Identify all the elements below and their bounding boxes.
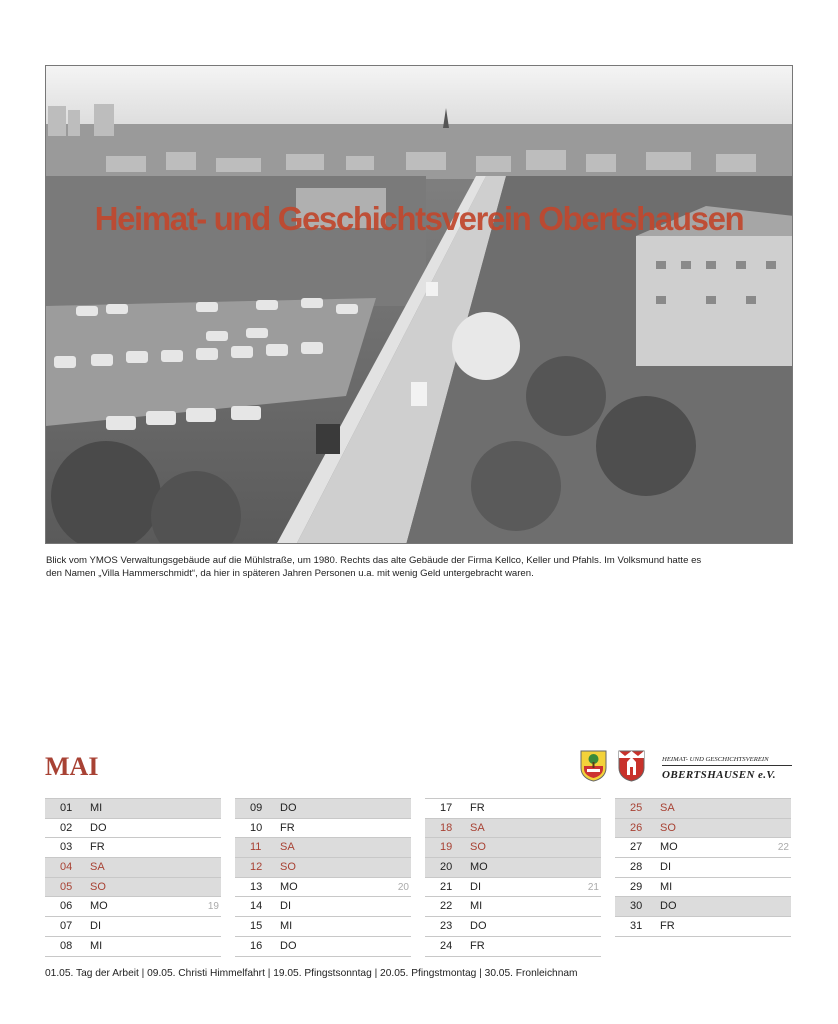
calendar-column bbox=[235, 798, 411, 957]
day-number: 25 bbox=[630, 802, 643, 814]
calendar-day-row bbox=[235, 838, 411, 858]
calendar-day-row bbox=[615, 838, 791, 858]
day-number: 19 bbox=[440, 841, 453, 854]
day-number: 06 bbox=[60, 900, 73, 913]
calendar-day-row bbox=[235, 819, 411, 839]
day-number: 26 bbox=[630, 821, 643, 834]
calendar-day-row bbox=[615, 819, 791, 839]
weekday-abbrev: SO bbox=[90, 880, 106, 893]
day-number: 15 bbox=[250, 920, 263, 933]
calendar-day-row bbox=[615, 917, 791, 937]
calendar-day-row bbox=[45, 878, 221, 898]
weekday-abbrev: DO bbox=[660, 900, 677, 913]
weekday-abbrev: MO bbox=[280, 880, 298, 893]
calendar-day-row bbox=[615, 799, 791, 819]
week-number: 22 bbox=[777, 842, 789, 854]
weekday-abbrev: DO bbox=[470, 920, 487, 933]
weekday-abbrev: DO bbox=[280, 939, 297, 952]
photo-scene bbox=[46, 66, 793, 544]
calendar-day-row bbox=[45, 858, 221, 878]
day-number: 07 bbox=[60, 920, 73, 933]
day-number: 22 bbox=[440, 900, 453, 913]
calendar-column bbox=[425, 798, 601, 957]
weekday-abbrev: MO bbox=[90, 900, 108, 913]
weekday-abbrev: SO bbox=[660, 821, 676, 834]
weekday-abbrev: DO bbox=[90, 821, 107, 834]
calendar-day-row bbox=[235, 858, 411, 878]
calendar-day-row bbox=[45, 819, 221, 839]
day-number: 30 bbox=[630, 900, 643, 913]
week-number: 20 bbox=[397, 881, 409, 893]
calendar-day-row bbox=[235, 799, 411, 819]
holidays-footer: 01.05. Tag der Arbeit | 09.05. Christi Himmelfahrt | 19.05. Pfingstsonntag | 20.05. Pfingstmontag | 30.05. Fronleichnam bbox=[45, 968, 578, 979]
weekday-abbrev: FR bbox=[90, 841, 105, 854]
calendar-day-row bbox=[425, 878, 601, 898]
calendar-day-row bbox=[425, 858, 601, 878]
day-number: 03 bbox=[60, 841, 73, 854]
weekday-abbrev: DO bbox=[280, 802, 297, 814]
day-number: 17 bbox=[440, 802, 453, 814]
day-number: 02 bbox=[60, 821, 73, 834]
day-number: 12 bbox=[250, 861, 263, 874]
weekday-abbrev: MI bbox=[470, 900, 483, 913]
day-number: 10 bbox=[250, 821, 263, 834]
calendar-day-row bbox=[45, 799, 221, 819]
association-line-2: OBERTSHAUSEN e.V. bbox=[662, 769, 776, 781]
association-logo bbox=[662, 756, 792, 781]
weekday-abbrev: MO bbox=[470, 861, 488, 874]
calendar-day-row bbox=[45, 838, 221, 858]
calendar-day-row bbox=[235, 878, 411, 898]
day-number: 28 bbox=[630, 861, 643, 874]
day-number: 16 bbox=[250, 939, 263, 952]
photo-caption bbox=[46, 554, 766, 580]
weekday-abbrev: FR bbox=[280, 821, 295, 834]
day-number: 29 bbox=[630, 880, 643, 893]
weekday-abbrev: DI bbox=[660, 861, 671, 874]
day-number: 14 bbox=[250, 900, 263, 913]
day-number: 08 bbox=[60, 939, 73, 952]
day-number: 05 bbox=[60, 880, 73, 893]
caption-line-1: Blick vom YMOS Verwaltungsgebäude auf die Mühlstraße, um 1980. Rechts das alte Gebäude der Firma Kellco, Keller und Pfahls. Im Volksmund hatte es bbox=[46, 555, 702, 566]
calendar-day-row bbox=[425, 937, 601, 957]
calendar-day-row bbox=[235, 937, 411, 957]
day-number: 31 bbox=[630, 920, 643, 933]
calendar-day-row bbox=[45, 937, 221, 957]
day-number: 27 bbox=[630, 841, 643, 854]
calendar-column bbox=[615, 798, 791, 937]
weekday-abbrev: MI bbox=[280, 920, 293, 933]
calendar-column bbox=[45, 798, 221, 957]
calendar-day-row bbox=[45, 897, 221, 917]
calendar-day-row bbox=[425, 838, 601, 858]
calendar-day-row bbox=[235, 897, 411, 917]
weekday-abbrev: SA bbox=[660, 802, 675, 814]
weekday-abbrev: SO bbox=[470, 841, 486, 854]
weekday-abbrev: MO bbox=[660, 841, 678, 854]
weekday-abbrev: MI bbox=[90, 802, 103, 814]
day-number: 11 bbox=[250, 841, 262, 854]
calendar-day-row bbox=[425, 917, 601, 937]
association-line-1: HEIMAT- UND GESCHICHTSVEREIN bbox=[662, 756, 792, 766]
month-title: MAI bbox=[45, 752, 99, 781]
caption-line-2: den Namen „Villa Hammerschmidt“, da hier in späteren Jahren Personen u.a. mit wenig Geld untergebracht waren. bbox=[46, 568, 534, 579]
day-number: 09 bbox=[250, 802, 263, 814]
calendar-day-row bbox=[615, 878, 791, 898]
day-number: 23 bbox=[440, 920, 453, 933]
weekday-abbrev: MI bbox=[90, 939, 103, 952]
historic-photo bbox=[45, 65, 793, 544]
day-number: 21 bbox=[440, 880, 453, 893]
weekday-abbrev: SA bbox=[280, 841, 295, 854]
weekday-abbrev: DI bbox=[90, 920, 101, 933]
day-number: 13 bbox=[250, 880, 263, 893]
hausen-crest-icon bbox=[618, 750, 645, 782]
weekday-abbrev: SO bbox=[280, 861, 296, 874]
calendar-day-row bbox=[235, 917, 411, 937]
day-number: 18 bbox=[440, 821, 453, 834]
weekday-abbrev: FR bbox=[470, 802, 485, 814]
week-number: 21 bbox=[587, 881, 599, 893]
calendar-day-row bbox=[45, 917, 221, 937]
day-number: 20 bbox=[440, 861, 453, 874]
day-number: 24 bbox=[440, 939, 453, 952]
photo-title-overlay: Heimat- und Geschichtsverein Obertshausen bbox=[94, 200, 744, 237]
weekday-abbrev: FR bbox=[660, 920, 675, 933]
weekday-abbrev: FR bbox=[470, 939, 485, 952]
weekday-abbrev: DI bbox=[280, 900, 291, 913]
calendar-day-row bbox=[425, 897, 601, 917]
obertshausen-crest-icon bbox=[580, 750, 607, 782]
weekday-abbrev: SA bbox=[90, 861, 105, 874]
calendar-day-row bbox=[615, 897, 791, 917]
week-number: 19 bbox=[207, 901, 219, 913]
calendar-day-row bbox=[425, 799, 601, 819]
calendar-day-row bbox=[615, 858, 791, 878]
weekday-abbrev: SA bbox=[470, 821, 485, 834]
day-number: 01 bbox=[60, 802, 73, 814]
day-number: 04 bbox=[60, 861, 73, 874]
weekday-abbrev: DI bbox=[470, 880, 481, 893]
calendar-day-row bbox=[425, 819, 601, 839]
weekday-abbrev: MI bbox=[660, 880, 673, 893]
